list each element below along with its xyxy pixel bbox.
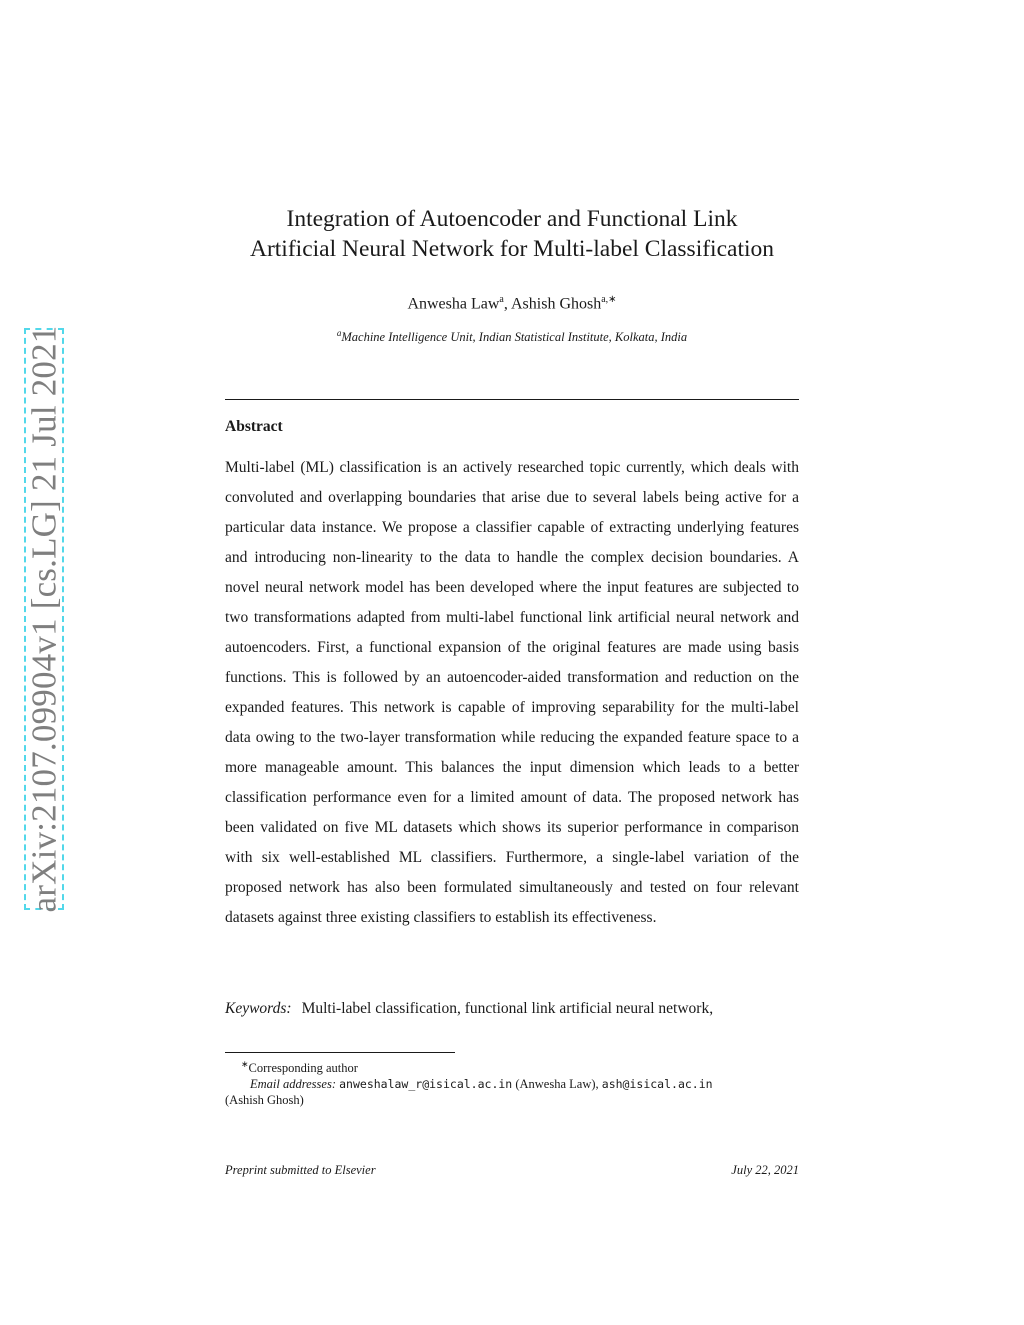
abstract-body: Multi-label (ML) classification is an actively researched topic currently, which deals with convoluted and overlapping boundaries that arise due to several labels being active for a particular data instance. We propose a classifier capable of extracting underlying features and introducing non-linearity to the data to handle the complex decision boundaries. A novel neural network model has been developed where the input features are subjected to two transformations adapted from multi-label functional link artificial neural network and autoencoders. First, a functional expansion of the original features are made using basis functions. This is followed by an autoencoder-aided transformation and reduction on the expanded features. This network is capable of improving separability for the multi-label data owing to the two-layer transformation while reducing the expanded feature space to a more manageable amount. This balances the input dimension which leads to a better classification performance even for a limited amount of data. The proposed network has been validated on five ML datasets which shows its superior performance in comparison with six well-established ML classifiers. Furthermore, a single-label variation of the proposed network has also been formulated simultaneously and tested on four relevant datasets against three existing classifiers to establish its effectiveness. — [225, 459, 799, 926]
email-link[interactable]: anweshalaw_r@isical.ac.in — [339, 1077, 513, 1092]
author-separator: , — [503, 295, 511, 313]
keywords — [225, 994, 799, 1024]
paper-title — [200, 204, 824, 264]
email-owner: (Anwesha Law), — [515, 1077, 599, 1092]
title-line-1: Integration of Autoencoder and Functional Link — [286, 206, 738, 232]
corresponding-author-note: Corresponding author — [248, 1061, 358, 1076]
author-list — [200, 290, 824, 314]
affiliation-mark: a — [336, 328, 342, 338]
arxiv-identifier: arXiv:2107.09904v1 [cs.LG] 21 Jul 2021 — [24, 325, 64, 913]
author-name: Ashish Ghosh — [510, 295, 602, 313]
footnote-email-owner-line — [225, 1092, 799, 1108]
author-name: Anwesha Law — [407, 295, 500, 313]
footnote-rule — [225, 1052, 455, 1053]
email-owner: (Ashish Ghosh) — [225, 1093, 304, 1108]
footnote — [225, 1056, 799, 1108]
email-link[interactable]: ash@isical.ac.in — [601, 1077, 713, 1092]
footnote-emails — [225, 1076, 799, 1092]
author-affiliation-mark: a — [499, 294, 504, 305]
footnote-marker: ∗ — [241, 1059, 249, 1069]
title-line-2: Artificial Neural Network for Multi-label Classification — [249, 236, 775, 262]
keywords-label: Keywords: — [225, 1000, 292, 1017]
arxiv-stamp — [24, 325, 64, 913]
affiliation — [200, 325, 824, 345]
author-affiliation-mark: a,∗ — [601, 294, 617, 305]
abstract-heading: Abstract — [225, 418, 283, 435]
footer-preprint-note: Preprint submitted to Elsevier — [225, 1163, 376, 1177]
abstract-top-rule — [225, 399, 799, 400]
footnote-corresponding — [225, 1056, 799, 1076]
email-label: Email addresses: — [250, 1077, 336, 1092]
footer-date: July 22, 2021 — [731, 1163, 799, 1177]
affiliation-text: Machine Intelligence Unit, Indian Statistical Institute, Kolkata, India — [341, 330, 688, 345]
keywords-text: Multi-label classification, functional link artificial neural network, — [301, 1000, 714, 1017]
